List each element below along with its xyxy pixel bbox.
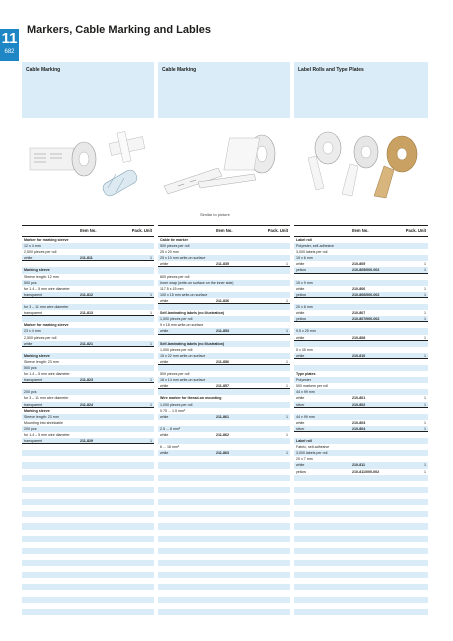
row-description: Fabric, self-adhesive [296, 445, 330, 450]
row-description: white [160, 433, 169, 437]
product-heading: Self-laminating labels (no illustration) [160, 341, 225, 346]
row-description: 15 x 6 mm [296, 256, 313, 261]
row-description: silver [296, 402, 305, 407]
product-heading: Type plates [296, 372, 316, 377]
pack-unit: 1 [150, 311, 152, 316]
item-number: 210-806 [352, 286, 366, 291]
product-heading: Marking sleeve [24, 408, 50, 413]
item-number: 211-829 [80, 439, 93, 444]
pack-unit: 1 [286, 329, 288, 334]
item-number: 211-861 [216, 414, 229, 419]
row-description: 500 pcs [24, 365, 37, 370]
item-number-header: Item No. [352, 228, 369, 233]
pack-unit: 1 [424, 463, 426, 468]
column-header [22, 225, 154, 237]
category-heading: Cable Marking [26, 67, 61, 73]
product-heading: Label roll [296, 439, 312, 444]
pack-unit: 1 [286, 433, 288, 437]
row-description: white [160, 329, 169, 334]
product-heading: Marking sleeve [24, 353, 50, 358]
pack-unit-header: Pack. Unit [267, 228, 288, 233]
row-description: 1,000 pieces per roll [160, 402, 193, 407]
pack-unit: 1 [150, 292, 152, 297]
row-description: 9 x 18 mm write-on surface [160, 323, 204, 328]
pack-unit-header: Pack. Unit [131, 228, 152, 233]
row-description: white [296, 262, 305, 267]
row-description: Inner wrap (write-on surface on the inner side) [160, 280, 234, 285]
item-number: 210-804 [352, 426, 366, 431]
row-description: 2,500 pieces per roll [24, 335, 57, 340]
item-number: 211-811 [80, 256, 93, 261]
row-description: white [160, 414, 169, 419]
row-description: 3,000 labels per roll [296, 250, 328, 255]
row-description: 800 pieces per roll [160, 274, 190, 279]
category-heading: Label Rolls and Type Plates [298, 67, 364, 73]
pack-unit: 1 [424, 426, 426, 431]
row-description: white [24, 256, 33, 261]
product-heading: Self-laminating labels (no illustration) [160, 311, 225, 316]
product-rows [22, 237, 154, 615]
item-number: 211-812 [80, 292, 93, 297]
category-box-cable-marking-2 [158, 62, 290, 118]
row-description: 500 pieces per roll [160, 372, 190, 377]
item-number: 210-805 [352, 262, 366, 267]
row-description: white [24, 341, 33, 346]
row-description: 5 x 35 mm [296, 347, 313, 352]
pack-unit: 1 [150, 439, 152, 444]
product-column-1 [22, 225, 154, 615]
row-description: yellow [296, 317, 306, 322]
row-description: white [296, 311, 305, 316]
pack-unit: 1 [424, 402, 426, 407]
category-heading: Cable Marking [162, 67, 197, 73]
pack-unit: 1 [424, 420, 426, 425]
row-description: transparent [24, 378, 43, 383]
item-number: 210-810 [352, 353, 366, 358]
row-description: 12 x 4 mm [24, 244, 41, 249]
row-description: 500 markers per roll [296, 384, 328, 389]
row-description: Sleeve length: 23 mm [24, 414, 59, 419]
item-number: 210-801 [352, 396, 366, 401]
product-heading: Wire marker for thread-on mounting [160, 396, 222, 401]
row-description: 25 x 10 mm write-on surface [160, 256, 206, 261]
product-heading: Marking sleeve [24, 268, 50, 273]
pack-unit: 1 [424, 353, 426, 358]
row-description: 20 x 8 mm [296, 305, 313, 310]
row-description: 200 pcs [24, 426, 37, 431]
product-column-2 [158, 225, 290, 615]
row-description: 3,000 labels per roll [296, 451, 328, 456]
page-number: 682 [4, 49, 15, 55]
row-description: 44 x 99 mm [296, 390, 315, 395]
row-description: Mounting into shrinkable [24, 420, 63, 425]
row-description: 25 x 20 mm [160, 250, 179, 255]
item-number: 211-824 [80, 402, 93, 407]
pack-unit: 1 [424, 317, 426, 322]
row-description: yellow [296, 268, 306, 273]
pack-unit: 1 [424, 292, 426, 297]
row-description: Sleeve length: 12 mm [24, 274, 59, 279]
column-header [294, 225, 428, 237]
item-number: 210-806/000-002 [352, 292, 380, 297]
product-column-3 [294, 225, 428, 615]
row-description: for 1.4 – 5 mm wire diameter [24, 372, 70, 377]
item-number: 210-807/000-002 [352, 317, 380, 322]
pack-unit: 1 [424, 268, 426, 273]
table-row [294, 609, 428, 615]
pack-unit-header: Pack. Unit [405, 228, 426, 233]
item-number: 211-813 [80, 311, 93, 316]
item-number: 210-808 [352, 335, 366, 340]
item-number: 210-811 [352, 463, 365, 468]
row-description: silver [296, 426, 305, 431]
row-description: white [296, 335, 305, 340]
row-description: white [160, 298, 169, 303]
row-description: 15 x 22 mm write-on surface [160, 353, 206, 358]
row-description: white [296, 396, 305, 401]
category-box-label-rolls [294, 62, 428, 118]
row-description: transparent [24, 402, 43, 407]
row-description: 2.5 ... 6 mm² [160, 426, 181, 431]
pack-unit: 1 [150, 378, 152, 383]
row-description: 200 pcs [24, 390, 37, 395]
row-description: white [160, 262, 169, 267]
row-description: 1,000 pieces per roll [160, 347, 193, 352]
row-description: 6 ... 16 mm² [160, 445, 180, 450]
product-rows [294, 237, 428, 615]
item-number: 210-802 [352, 402, 366, 407]
item-number-header: Item No. [80, 228, 97, 233]
pack-unit: 1 [424, 311, 426, 316]
row-description: white [160, 384, 169, 389]
pack-unit: 1 [424, 335, 426, 340]
pack-unit: 1 [150, 402, 152, 407]
row-description: white [296, 353, 305, 358]
pack-unit: 1 [286, 451, 288, 456]
row-description: transparent [24, 292, 43, 297]
row-description: Polyester [296, 378, 311, 383]
chapter-number: 11 [1, 30, 18, 47]
item-number: 210-805/000-002 [352, 268, 380, 273]
row-description: 15 x 9 mm [296, 280, 313, 285]
row-description: 20 x 7 mm [296, 457, 313, 462]
item-number: 211-821 [80, 341, 93, 346]
product-heading: Marker for marking sleeve [24, 238, 69, 242]
row-description: yellow [296, 292, 306, 297]
table-row [22, 609, 154, 615]
row-description: 0.75 ... 1.5 mm² [160, 408, 186, 413]
row-description: 2,500 pieces per roll [24, 250, 57, 255]
pack-unit: 1 [424, 396, 426, 401]
item-number-header: Item No. [216, 228, 233, 233]
cable-tie-marker-product-image [158, 124, 290, 206]
category-box-cable-marking-1 [22, 62, 154, 118]
row-description: 500 pieces per roll [160, 244, 190, 249]
item-number: 211-862 [216, 433, 229, 437]
pack-unit: 1 [424, 286, 426, 291]
column-header [158, 225, 290, 237]
row-description: 23 x 4 mm [24, 329, 41, 334]
row-description: Polyester, self-adhesive [296, 244, 334, 249]
row-description: 9.5 x 25 mm [296, 329, 316, 334]
chapter-tab [0, 29, 19, 61]
label-roll-product-image [294, 124, 428, 206]
pack-unit: 1 [286, 414, 288, 419]
marking-sleeve-product-image [22, 124, 154, 206]
item-number: 210-811/000-002 [352, 469, 380, 474]
image-caption: Similar to picture [200, 212, 230, 217]
table-row [158, 609, 290, 615]
pack-unit: 1 [286, 298, 288, 303]
pack-unit: 1 [286, 384, 288, 389]
row-description: transparent [24, 311, 43, 316]
row-description: 1,000 pieces per roll [160, 317, 193, 322]
product-heading: Label roll [296, 238, 312, 242]
product-heading: Marker for marking sleeve [24, 323, 69, 328]
product-heading: Cable tie marker [160, 238, 188, 242]
pack-unit: 1 [424, 469, 426, 474]
page-title: Markers, Cable Marking and Lables [27, 24, 212, 36]
item-number: 211-835 [216, 262, 229, 267]
row-description: for 1.4 – 5 mm wire diameter [24, 433, 70, 437]
item-number: 211-857 [216, 384, 229, 389]
row-description: white [160, 451, 169, 456]
pack-unit: 1 [424, 262, 426, 267]
row-description: for 3 – 11 mm wire diameter [24, 305, 69, 310]
row-description: white [296, 286, 305, 291]
item-number: 211-856 [216, 359, 229, 364]
item-number: 210-807 [352, 311, 366, 316]
row-description: for 3 – 11 mm wire diameter [24, 396, 69, 401]
row-description: for 1.4 – 5 mm wire diameter [24, 286, 70, 291]
row-description: white [160, 359, 169, 364]
row-description: white [296, 420, 305, 425]
item-number: 211-853 [216, 329, 229, 334]
row-description: 100 x 15 mm write-on surface [160, 292, 208, 297]
row-description: Sleeve length: 23 mm [24, 359, 59, 364]
row-description: 500 pcs [24, 280, 37, 285]
pack-unit: 1 [286, 359, 288, 364]
item-number: 210-803 [352, 420, 366, 425]
pack-unit: 1 [150, 341, 152, 346]
row-description: white [296, 463, 305, 468]
row-description: 18 x 14 mm write-on surface [160, 378, 206, 383]
product-rows [158, 237, 290, 615]
item-number: 211-863 [216, 451, 229, 456]
row-description: 117.5 x 15 mm [160, 286, 184, 291]
item-number: 211-836 [216, 298, 229, 303]
item-number: 211-823 [80, 378, 93, 383]
row-description: 44 x 99 mm [296, 414, 315, 419]
row-description: yellow [296, 469, 306, 474]
pack-unit: 1 [150, 256, 152, 261]
row-description: transparent [24, 439, 43, 444]
pack-unit: 1 [286, 262, 288, 267]
